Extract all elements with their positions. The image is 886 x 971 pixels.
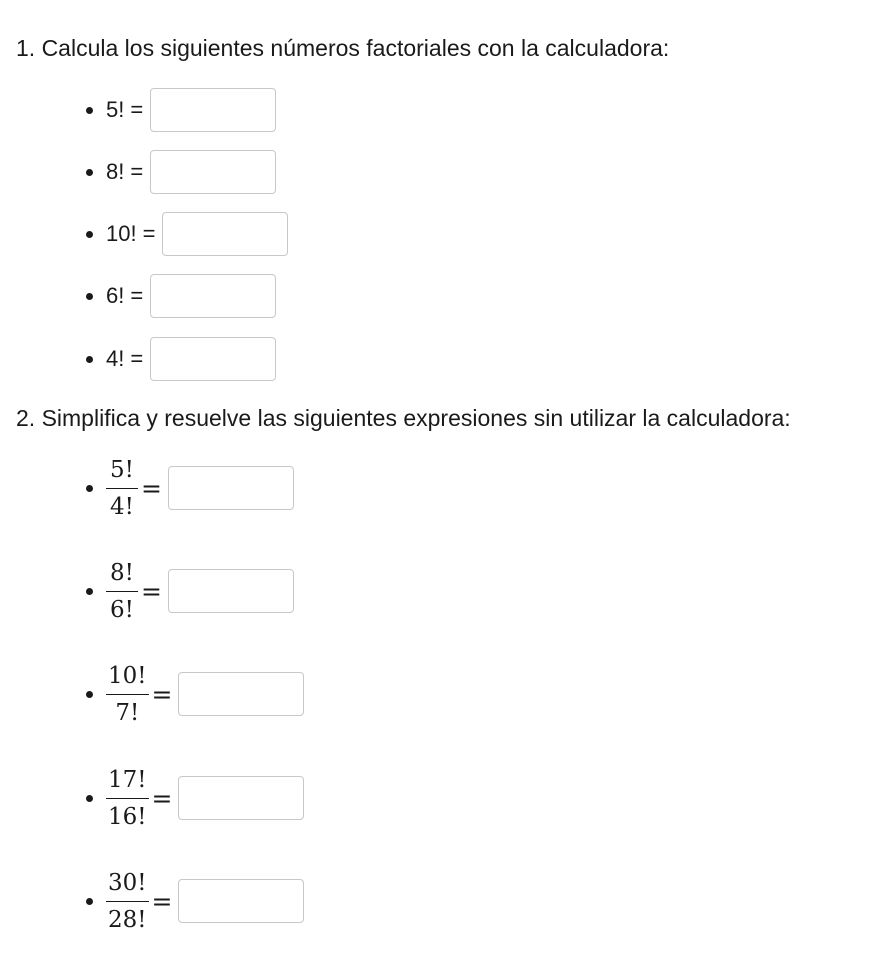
equals-sign: =: [142, 221, 156, 246]
fraction-denominator: 6!: [110, 596, 134, 623]
answer-input-factorial-6[interactable]: [150, 274, 276, 318]
answer-input-fraction-5-4[interactable]: [168, 466, 294, 510]
equals-sign: =: [151, 679, 173, 709]
bullet-icon: [86, 356, 93, 363]
fraction: [106, 455, 138, 522]
list-item-factorial-4: [86, 334, 276, 384]
fraction-numerator: 8!: [106, 558, 138, 592]
bullet-icon: [86, 107, 93, 114]
fraction-denominator: 28!: [108, 906, 147, 933]
equals-sign: =: [130, 346, 144, 371]
list-item-fraction-5-4: [86, 448, 294, 528]
fraction-numerator: 10!: [106, 661, 149, 695]
bullet-icon: [86, 293, 93, 300]
factorial-label: 5!: [106, 97, 125, 122]
answer-input-fraction-17-16[interactable]: [178, 776, 304, 820]
answer-input-factorial-5[interactable]: [150, 88, 276, 132]
fraction-numerator: 5!: [106, 455, 138, 489]
answer-input-factorial-10[interactable]: [162, 212, 288, 256]
answer-input-factorial-8[interactable]: [150, 150, 276, 194]
answer-input-factorial-4[interactable]: [150, 337, 276, 381]
factorial-label: 10!: [106, 221, 137, 246]
answer-input-fraction-30-28[interactable]: [178, 879, 304, 923]
answer-input-fraction-10-7[interactable]: [178, 672, 304, 716]
bullet-icon: [86, 898, 93, 905]
fraction: [106, 558, 138, 625]
fraction-denominator: 4!: [110, 493, 134, 520]
fraction: [106, 661, 149, 728]
list-item-factorial-5: [86, 85, 276, 135]
equals-sign: =: [130, 283, 144, 308]
list-item-factorial-10: [86, 209, 288, 259]
answer-input-fraction-8-6[interactable]: [168, 569, 294, 613]
list-item-factorial-8: [86, 147, 276, 197]
question-1-title: 1. Calcula los siguientes números factoriales con la calculadora:: [16, 35, 670, 61]
bullet-icon: [86, 485, 93, 492]
fraction-numerator: 17!: [106, 765, 149, 799]
bullet-icon: [86, 795, 93, 802]
fraction-denominator: 7!: [115, 699, 140, 726]
bullet-icon: [86, 169, 93, 176]
fraction-denominator: 16!: [108, 803, 147, 830]
equals-sign: =: [130, 159, 144, 184]
list-item-fraction-30-28: [86, 861, 304, 941]
equals-sign: =: [141, 576, 162, 606]
bullet-icon: [86, 588, 93, 595]
question-2-title: 2. Simplifica y resuelve las siguientes expresiones sin utilizar la calculadora:: [16, 405, 791, 431]
list-item-fraction-8-6: [86, 551, 294, 631]
equals-sign: =: [151, 886, 173, 916]
factorial-label: 8!: [106, 159, 125, 184]
list-item-fraction-10-7: [86, 654, 304, 734]
factorial-label: 6!: [106, 283, 125, 308]
fraction: [106, 868, 149, 935]
bullet-icon: [86, 231, 93, 238]
factorial-label: 4!: [106, 346, 125, 371]
list-item-factorial-6: [86, 271, 276, 321]
fraction-numerator: 30!: [106, 868, 149, 902]
equals-sign: =: [141, 473, 162, 503]
equals-sign: =: [151, 783, 173, 813]
list-item-fraction-17-16: [86, 758, 304, 838]
bullet-icon: [86, 691, 93, 698]
fraction: [106, 765, 149, 832]
equals-sign: =: [130, 97, 144, 122]
